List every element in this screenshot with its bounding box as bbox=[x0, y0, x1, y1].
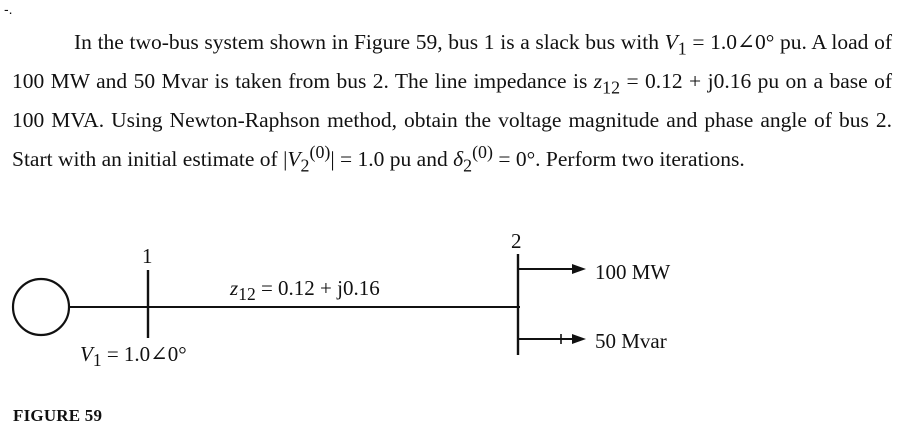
load-q-arrowhead-icon bbox=[572, 334, 586, 344]
v1-label-symbol: V bbox=[80, 342, 93, 366]
z-value-text: = 0.12 + j0.16 pu on a base of 100 MVA. Using Newton-Raphson method, obtain the voltage magnitude and phase angle of bus 2. Start with an initial estimate of | bbox=[12, 68, 892, 172]
delta-symbol: δ bbox=[453, 147, 464, 172]
v2-symbol: V bbox=[287, 147, 301, 172]
generator-icon bbox=[13, 279, 69, 335]
v2-subscript: 2 bbox=[300, 155, 310, 176]
v1-bus-label bbox=[80, 342, 187, 372]
line-label-subscript: 12 bbox=[238, 284, 256, 305]
load-p-arrowhead-icon bbox=[572, 264, 586, 274]
bus-1-label: 1 bbox=[142, 244, 153, 268]
load-p-label: 100 MW bbox=[595, 260, 671, 284]
problem-intro: In the two-bus system shown in Figure 59, bus 1 is a slack bus with bbox=[74, 30, 665, 54]
line-impedance-label bbox=[230, 276, 380, 306]
load-q-label: 50 Mvar bbox=[595, 329, 667, 353]
delta-subscript: 2 bbox=[463, 155, 473, 176]
one-line-diagram bbox=[0, 222, 902, 431]
v1-value-text: = 1.0∠0° pu. A load of 100 MW and 50 Mvar is taken from bus 2. The line impedance is bbox=[12, 30, 892, 93]
delta-superscript: (0) bbox=[472, 142, 493, 163]
v1-label-value: = 1.0∠0° bbox=[101, 342, 187, 366]
z-symbol: z bbox=[593, 68, 603, 93]
v2-superscript: (0) bbox=[309, 142, 331, 163]
line-label-symbol: z bbox=[230, 276, 239, 300]
figure-59 bbox=[0, 222, 902, 431]
problem-text bbox=[12, 26, 892, 182]
corner-mark: -. bbox=[4, 1, 13, 17]
v2-value-text: | = 1.0 pu and bbox=[330, 147, 454, 172]
figure-caption: FIGURE 59 bbox=[13, 406, 103, 425]
v1-label-subscript: 1 bbox=[92, 350, 102, 371]
line-label-value: = 0.12 + j0.16 bbox=[255, 276, 380, 300]
z-subscript: 12 bbox=[602, 77, 621, 98]
v1-symbol: V bbox=[664, 30, 678, 54]
delta-value-text: = 0°. Perform two iterations. bbox=[492, 147, 745, 172]
v1-subscript: 1 bbox=[677, 38, 687, 59]
bus-2-label: 2 bbox=[511, 229, 522, 253]
problem-statement bbox=[12, 26, 892, 182]
